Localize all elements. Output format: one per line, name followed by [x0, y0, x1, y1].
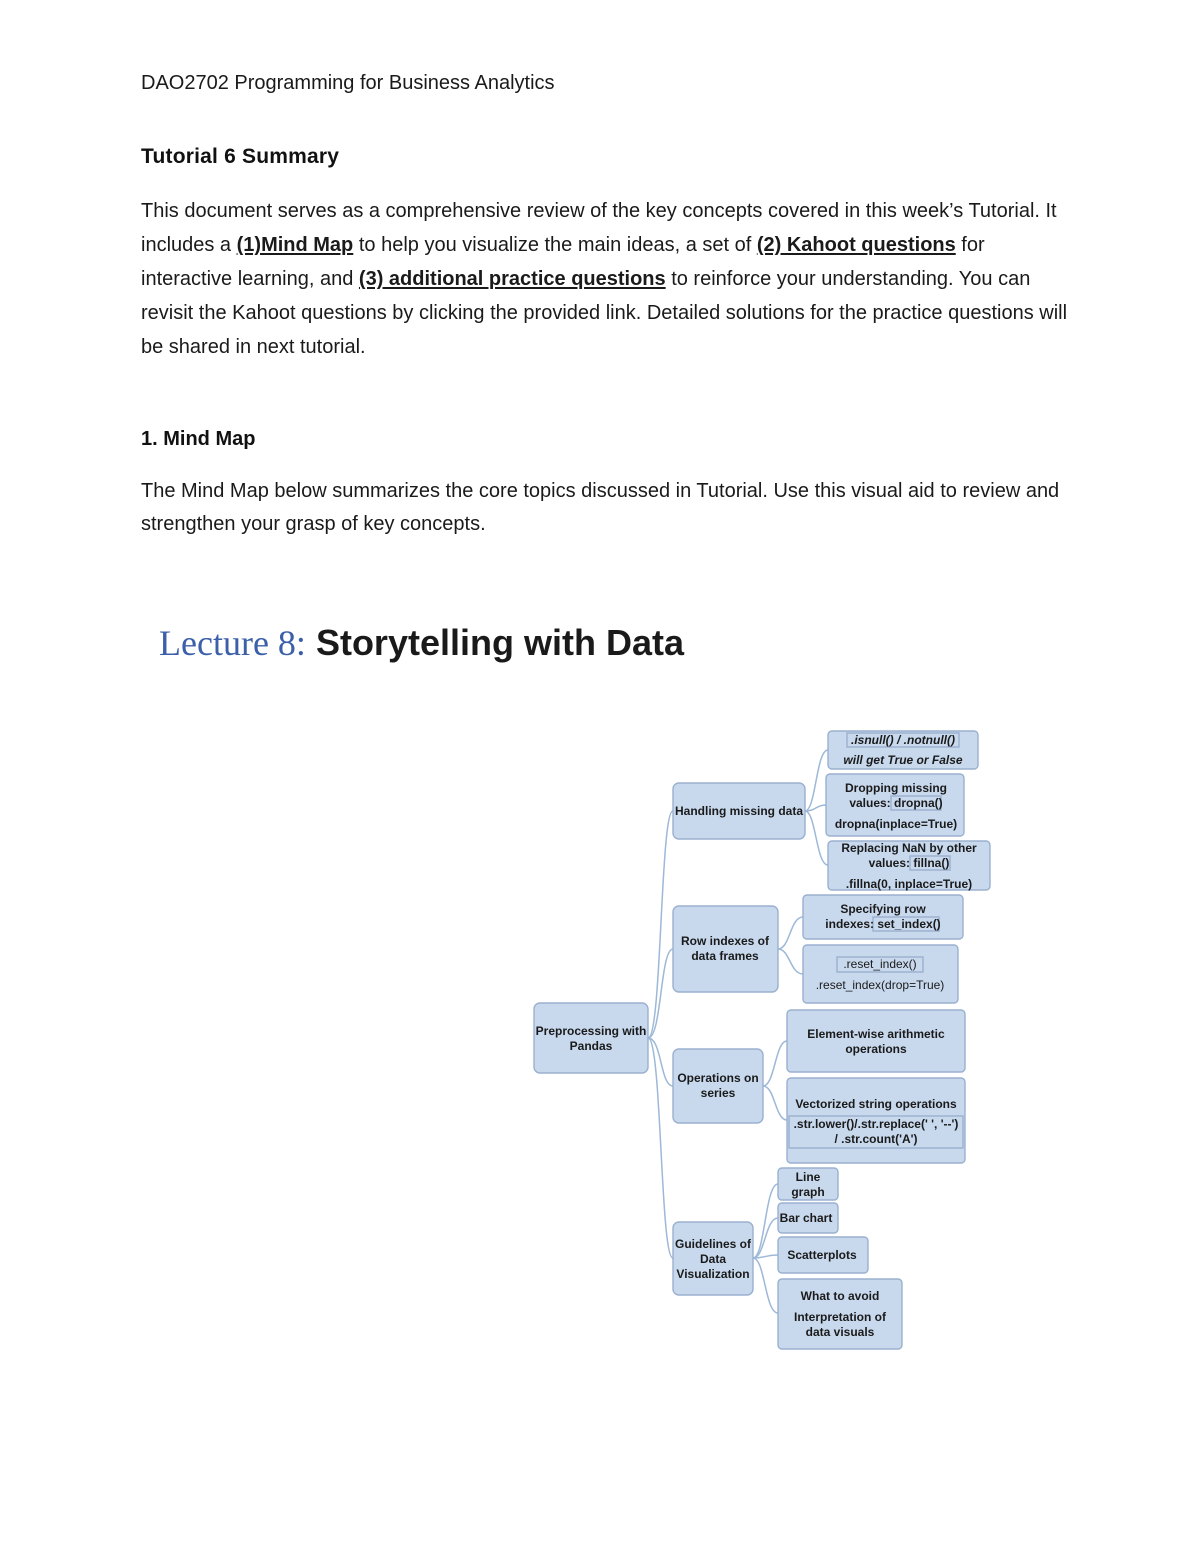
node-fillna [828, 841, 990, 891]
node-what-to-avoid-line2: Interpretation of [794, 1310, 886, 1324]
node-handling-missing-label: Handling missing data [674, 804, 804, 818]
mind-map-link[interactable]: (1)Mind Map [236, 234, 354, 256]
node-dropna-line3: dropna(inplace=True) [834, 817, 958, 831]
connector-missing-fillna [805, 811, 828, 865]
node-line-graph [778, 1168, 838, 1200]
node-bar-chart [778, 1203, 838, 1233]
node-data-visualization-line1: Guidelines of [674, 1237, 752, 1251]
node-scatterplots-label: Scatterplots [787, 1248, 857, 1262]
node-operations-series-line2: series [700, 1086, 736, 1100]
node-operations-series-line1: Operations on [677, 1071, 759, 1085]
node-preprocessing [534, 1003, 648, 1073]
node-preprocessing-line1: Preprocessing with [535, 1024, 647, 1038]
node-elementwise [787, 1010, 965, 1072]
node-fillna-line3: .fillna(0, inplace=True) [845, 877, 973, 891]
node-elementwise-line1: Element-wise arithmetic [807, 1027, 945, 1041]
node-dropna [826, 774, 964, 836]
node-reset-index-line2: .reset_index(drop=True) [815, 978, 945, 992]
node-elementwise-line2: operations [845, 1042, 907, 1056]
node-handling-missing [673, 783, 805, 839]
connector-root-missing [648, 811, 673, 1038]
connector-viz-line [753, 1184, 778, 1258]
connector-ops-str [763, 1086, 787, 1120]
kahoot-link[interactable]: (2) Kahoot questions [756, 234, 956, 256]
node-set-index-line1: Specifying row [840, 902, 926, 916]
connector-rowidx-set [778, 917, 803, 949]
node-line-graph-line2: graph [791, 1185, 825, 1199]
node-isnull-line2: will get True or False [843, 753, 963, 767]
node-row-indexes-line2: data frames [691, 949, 759, 963]
connector-viz-avoid [753, 1258, 778, 1313]
node-vectorized-string-line2: .str.lower()/.str.replace(' ', '--') [793, 1117, 959, 1131]
node-vectorized-string-line1: Vectorized string operations [795, 1097, 957, 1111]
practice-link[interactable]: (3) additional practice questions [358, 268, 666, 290]
node-data-visualization [673, 1222, 753, 1295]
connector-missing-isnull [805, 750, 828, 811]
intro-text-3: for interactive learning, and [141, 234, 985, 290]
node-what-to-avoid-line3: data visuals [805, 1325, 875, 1339]
node-isnull-line1: .isnull() / .notnull() [851, 733, 955, 747]
node-line-graph-line1: Line [795, 1170, 821, 1184]
node-row-indexes-line1: Row indexes of [680, 934, 770, 948]
node-reset-index-line1: .reset_index() [843, 957, 917, 971]
node-vectorized-string-line3: / .str.count('A') [834, 1132, 918, 1146]
lecture-label: Lecture 8: [159, 623, 306, 663]
section-title-mind-map: 1. Mind Map [141, 428, 256, 450]
connector-ops-arith [763, 1041, 787, 1086]
node-scatterplots [778, 1237, 868, 1273]
node-operations-series [673, 1049, 763, 1123]
intro-text-4: to reinforce your understanding. You can revisit the Kahoot questions by clicking the provided link. Detailed solutions for the practice questions will be shared in next tutorial. [141, 268, 1068, 358]
node-vectorized-string [787, 1078, 965, 1163]
connector-rowidx-reset [778, 949, 803, 974]
section-intro: The Mind Map below summarizes the core topics discussed in Tutorial. Use this visual aid to review and strengthen your grasp of key concepts. [141, 480, 1060, 535]
node-what-to-avoid-line1: What to avoid [800, 1289, 880, 1303]
node-row-indexes [673, 906, 778, 992]
node-reset-index [803, 945, 958, 1003]
intro-text-1: This document serves as a comprehensive review of the key concepts covered in this week’s Tutorial. It includes a [141, 200, 1057, 256]
node-data-visualization-line2: Data [699, 1252, 727, 1266]
node-what-to-avoid [778, 1279, 902, 1349]
connector-root-rowidx [648, 949, 673, 1038]
page-title: Tutorial 6 Summary [141, 145, 340, 168]
node-fillna-line1: Replacing NaN by other [841, 841, 977, 855]
node-fillna-line2: values: fillna() [868, 856, 950, 870]
node-set-index [803, 895, 963, 939]
connector-viz-bar [753, 1218, 778, 1258]
node-dropna-line1: Dropping missing [845, 781, 947, 795]
lecture-title: Storytelling with Data [315, 622, 684, 663]
intro-text-2: to help you visualize the main ideas, a set of [353, 234, 757, 256]
node-dropna-line2: values: dropna() [849, 796, 943, 810]
node-isnull [828, 731, 978, 769]
connector-root-viz [648, 1038, 673, 1258]
node-set-index-line2: indexes: set_index() [825, 917, 941, 931]
course-header: DAO2702 Programming for Business Analytics [141, 72, 555, 94]
node-preprocessing-line2: Pandas [569, 1039, 613, 1053]
node-data-visualization-line3: Visualization [676, 1267, 750, 1281]
node-bar-chart-label: Bar chart [779, 1211, 833, 1225]
